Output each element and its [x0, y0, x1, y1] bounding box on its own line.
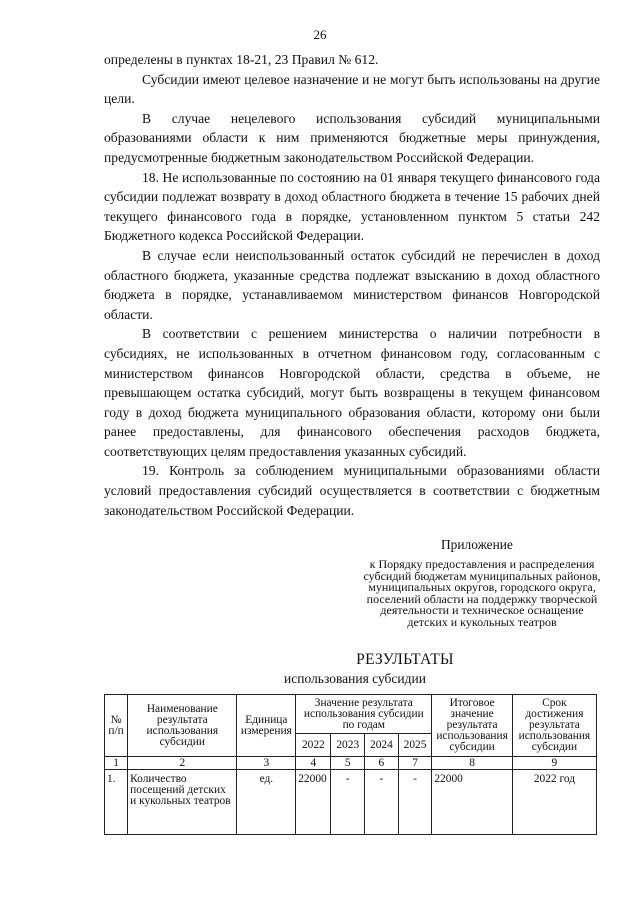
- results-table: [104, 694, 597, 835]
- results-title: РЕЗУЛЬТАТЫ: [356, 651, 454, 668]
- row-unit: ед.: [237, 770, 296, 835]
- header-year: 2023: [331, 734, 365, 757]
- header-term: Срок достижения результата использования субсидии: [512, 695, 596, 757]
- paragraph: В случае нецелевого использования субсидий муниципальными образованиями области к ним применяются бюджетные меры принуждения, предусмотренные бюджетным законодательством Российской Федерации.: [104, 110, 600, 165]
- row-name: Количество посещений детских и кукольных театров: [128, 770, 237, 835]
- header-no: № п/п: [105, 695, 128, 757]
- column-number: 9: [512, 757, 596, 770]
- column-number: 1: [105, 757, 128, 770]
- results-subtitle: использования субсидии: [284, 671, 426, 686]
- annex-description: к Порядку предоставления и распределения субсидий бюджетам муниципальных районов, муниципальных округов, городского округа, поселений области на поддержку творческой деятельности и техническое оснащение детских и кукольных театров: [363, 557, 601, 629]
- header-total: Итоговое значение результата использования субсидии: [432, 695, 512, 757]
- column-number: 3: [237, 757, 296, 770]
- column-number: 2: [128, 757, 237, 770]
- header-values-by-year: Значение результата использования субсидии по годам: [296, 695, 432, 734]
- annex-heading: Приложение: [441, 537, 513, 552]
- row-term: 2022 год: [512, 770, 596, 835]
- header-year: 2022: [296, 734, 331, 757]
- column-number: 6: [365, 757, 399, 770]
- row-no: 1.: [105, 770, 128, 835]
- header-year: 2025: [398, 734, 432, 757]
- table-row: [105, 770, 597, 835]
- row-value-2023: -: [331, 770, 365, 835]
- row-total: 22000: [432, 770, 512, 835]
- column-number: 8: [432, 757, 512, 770]
- paragraph: определены в пунктах 18-21, 23 Правил № 612.: [104, 52, 379, 67]
- header-year: 2024: [365, 734, 399, 757]
- paragraph: Субсидии имеют целевое назначение и не могут быть использованы на другие цели.: [104, 71, 600, 107]
- paragraph-item-19: 19. Контроль за соблюдением муниципальными образованиями области условий предоставления субсидий осуществляется в соответствии с бюджетным законодательством Российской Федерации.: [104, 463, 600, 518]
- column-number: 4: [296, 757, 331, 770]
- column-number: 7: [398, 757, 432, 770]
- row-value-2022: 22000: [296, 770, 331, 835]
- body-text: [104, 50, 600, 520]
- row-value-2024: -: [365, 770, 399, 835]
- paragraph: В соответствии с решением министерства о наличии потребности в субсидиях, не использованных в отчетном финансовом году, согласованным с министерством финансов Новгородской области, средства в объеме, не превышающем остатка субсидий, могут быть возвращены в текущем финансовом году в доход бюджета муниципального образования области, которому они были ранее предоставлены, для финансового обеспечения расходов бюджета, соответствующих целям предоставления указанных субсидий.: [104, 326, 600, 459]
- header-name: Наименование результата использования субсидии: [128, 695, 237, 757]
- page-number: 26: [313, 27, 327, 42]
- header-unit: Единица измерения: [237, 695, 296, 757]
- column-number: 5: [331, 757, 365, 770]
- paragraph: В случае если неиспользованный остаток субсидий не перечислен в доход областного бюджета, указанные средства подлежат взысканию в доход областного бюджета в порядке, устанавливаемом министерством финансов Новгородской области.: [104, 247, 600, 322]
- paragraph-item-18: 18. Не использованные по состоянию на 01 января текущего финансового года субсидии подлежат возврату в доход областного бюджета в течение 15 рабочих дней текущего финансового года в порядке, установленном пунктом 5 статьи 242 Бюджетного кодекса Российской Федерации.: [104, 169, 600, 244]
- row-value-2025: -: [398, 770, 432, 835]
